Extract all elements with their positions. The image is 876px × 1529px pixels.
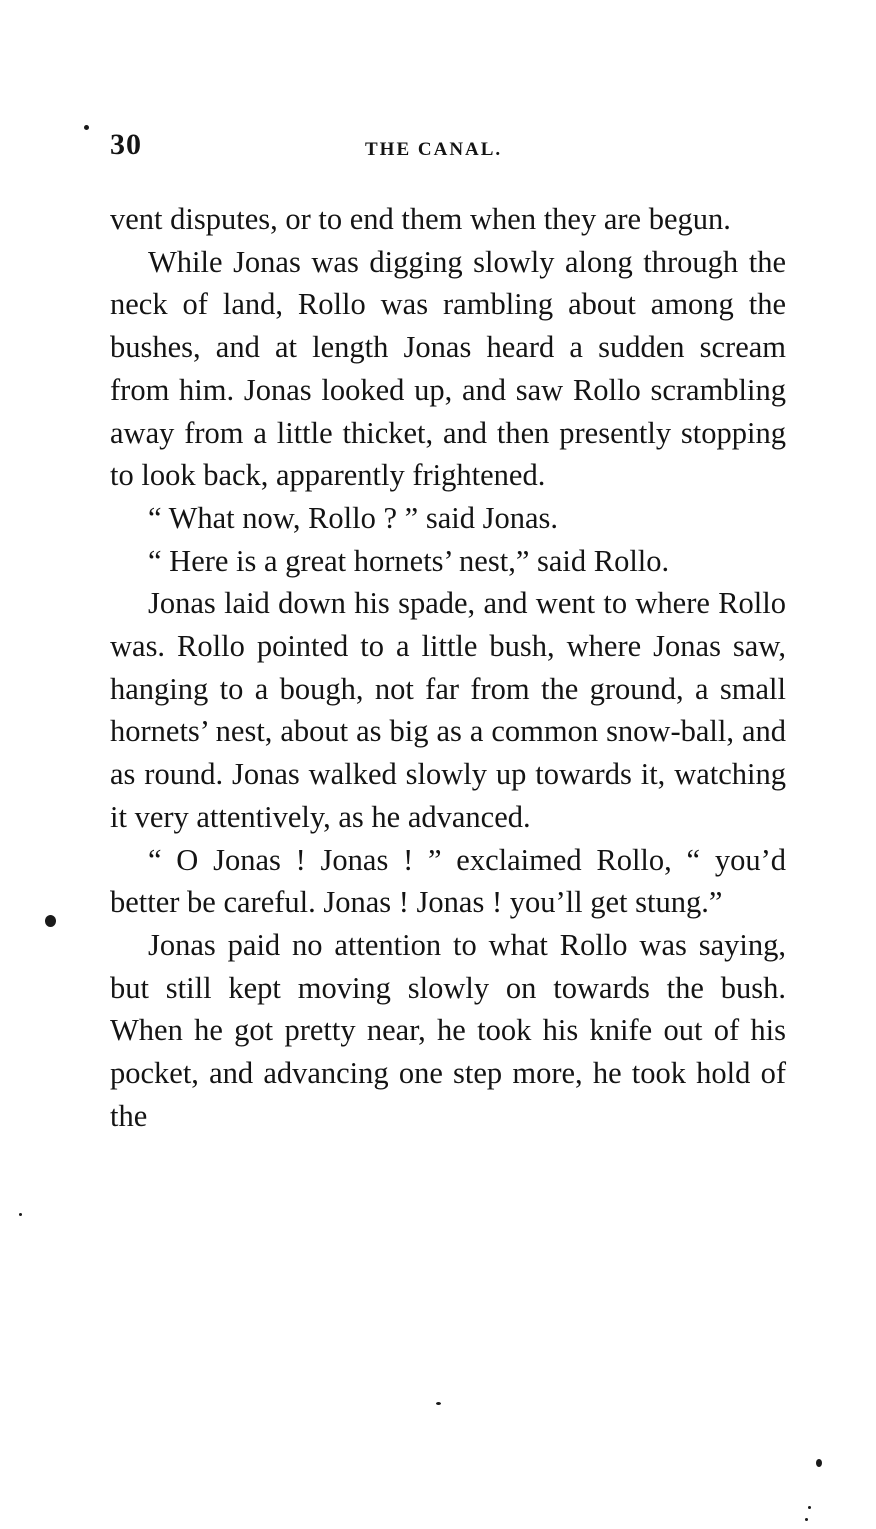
paragraph: Jonas laid down his spade, and went to where Rollo was. Rollo pointed to a little bush, where Jonas saw, hanging to a bough, not far from the ground, a small hornets’ nest, about as big as a common snow-ball, and as round. Jonas walked slowly up towards it, watching it very attentively, as he advanced. bbox=[110, 586, 786, 834]
paragraph-continued: vent disputes, or to end them when they are begun. bbox=[110, 202, 731, 236]
paragraph-dialogue: “ What now, Rollo ? ” said Jonas. bbox=[148, 500, 558, 535]
scan-speck bbox=[45, 915, 56, 927]
scan-speck bbox=[805, 1518, 808, 1521]
paragraph: While Jonas was digging slowly along through the neck of land, Rollo was rambling about among the bushes, and at length Jonas heard a sudden scream from him. Jonas looked up, and saw Rollo scrambling away from a little thicket, and then presently stopping to look back, apparently frightened. bbox=[110, 244, 786, 493]
running-head: THE CANAL. bbox=[365, 139, 503, 160]
scan-speck bbox=[816, 1459, 822, 1467]
scan-speck bbox=[436, 1402, 441, 1405]
paragraph-dialogue: “ O Jonas ! Jonas ! ” exclaimed Rollo, “ you’d better be careful. Jonas ! Jonas ! you’ll get stung.” bbox=[110, 842, 786, 920]
page-number: 30 bbox=[110, 128, 142, 161]
body-text bbox=[110, 198, 786, 1137]
paragraph-dialogue: “ Here is a great hornets’ nest,” said Rollo. bbox=[148, 543, 670, 578]
page-header bbox=[110, 128, 786, 168]
paragraph: Jonas paid no attention to what Rollo was saying, but still kept moving slowly on towards the bush. When he got pretty near, he took his knife out of his pocket, and advancing one step more, he took hold of the bbox=[110, 927, 786, 1133]
scan-speck bbox=[808, 1506, 811, 1509]
scan-speck bbox=[84, 125, 89, 130]
scan-speck bbox=[19, 1213, 22, 1216]
